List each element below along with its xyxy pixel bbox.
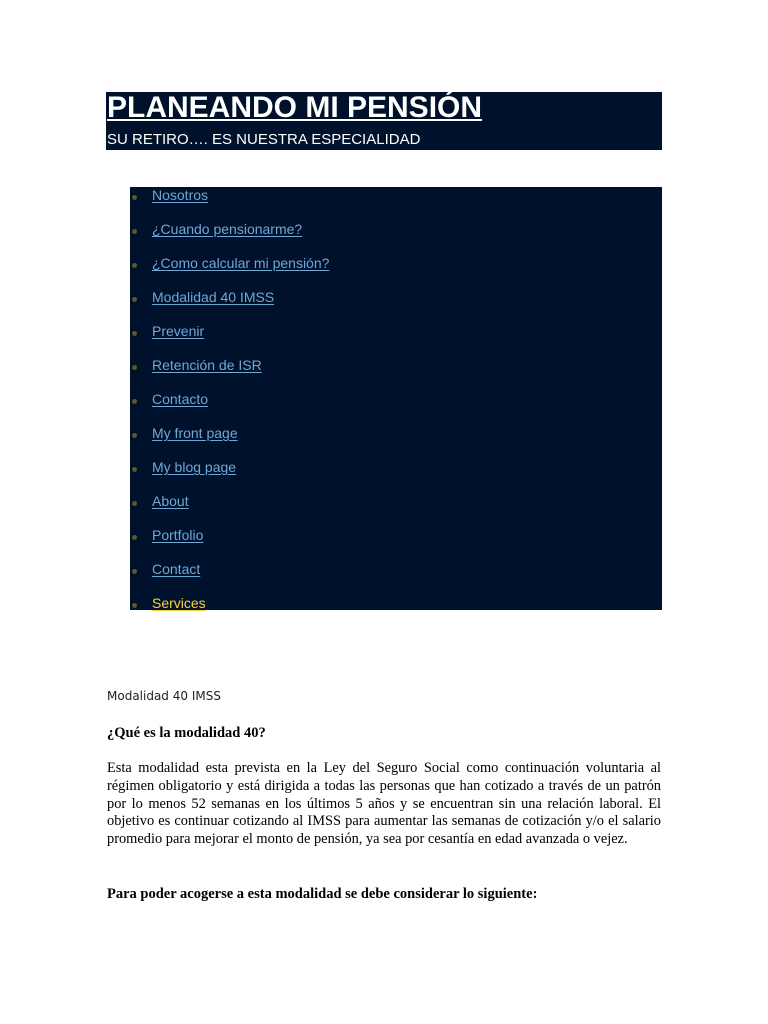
nav-link-blog-page[interactable]: My blog page — [152, 459, 237, 475]
bullet-icon — [132, 195, 137, 200]
bullet-icon — [132, 467, 137, 472]
nav-item-prevenir — [130, 323, 662, 357]
bullet-icon — [132, 365, 137, 370]
bullet-icon — [132, 263, 137, 268]
bullet-icon — [132, 331, 137, 336]
nav-item-nosotros — [130, 187, 662, 221]
nav-item-modalidad-40 — [130, 289, 662, 323]
bullet-icon — [132, 501, 137, 506]
nav-link-modalidad-40[interactable]: Modalidad 40 IMSS — [152, 289, 275, 305]
bullet-icon — [132, 569, 137, 574]
nav-item-cuando-pensionarme — [130, 221, 662, 255]
bullet-icon — [132, 297, 137, 302]
nav-link-about[interactable]: About — [152, 493, 189, 509]
bullet-icon — [132, 399, 137, 404]
nav-link-nosotros[interactable]: Nosotros — [152, 187, 209, 203]
nav-link-retencion-isr[interactable]: Retención de ISR — [152, 357, 262, 373]
nav-link-services[interactable]: Services — [152, 595, 206, 611]
nav-item-contacto — [130, 391, 662, 425]
nav-link-cuando-pensionarme[interactable]: ¿Cuando pensionarme? — [152, 221, 303, 237]
nav-item-portfolio — [130, 527, 662, 561]
nav-link-como-calcular[interactable]: ¿Como calcular mi pensión? — [152, 255, 330, 271]
section-heading: ¿Qué es la modalidad 40? — [107, 725, 266, 741]
bullet-icon — [132, 433, 137, 438]
nav-link-contacto[interactable]: Contacto — [152, 391, 209, 407]
nav-link-portfolio[interactable]: Portfolio — [152, 527, 204, 543]
page-label: Modalidad 40 IMSS — [107, 689, 221, 703]
nav-list — [130, 187, 662, 629]
nav-item-about — [130, 493, 662, 527]
nav-item-retencion-isr — [130, 357, 662, 391]
bullet-icon — [132, 603, 137, 608]
nav-link-front-page[interactable]: My front page — [152, 425, 238, 441]
bullet-icon — [132, 229, 137, 234]
site-tagline: SU RETIRO…. ES NUESTRA ESPECIALIDAD — [107, 131, 421, 148]
requirements-heading: Para poder acogerse a esta modalidad se debe considerar lo siguiente: — [107, 886, 538, 902]
body-paragraph: Esta modalidad esta prevista en la Ley del Seguro Social como continuación voluntaria al régimen obligatorio y está dirigida a todas las personas que han cotizado a través de un patrón por lo menos 52 semanas en los últimos 5 años y se encuentran sin una relación laboral. El objetivo es continuar cotizando al IMSS para aumentar las semanas de cotización y/o el salario promedio para mejorar el monto de pensión, ya sea por cesantía en edad avanzada o vejez. — [107, 760, 661, 848]
nav-link-prevenir[interactable]: Prevenir — [152, 323, 205, 339]
nav-item-blog-page — [130, 459, 662, 493]
nav-item-como-calcular — [130, 255, 662, 289]
bullet-icon — [132, 535, 137, 540]
nav-link-contact[interactable]: Contact — [152, 561, 201, 577]
site-title-link[interactable]: PLANEANDO MI PENSIÓN — [107, 91, 483, 124]
nav-item-front-page — [130, 425, 662, 459]
nav-item-services — [130, 595, 662, 629]
nav-item-contact — [130, 561, 662, 595]
